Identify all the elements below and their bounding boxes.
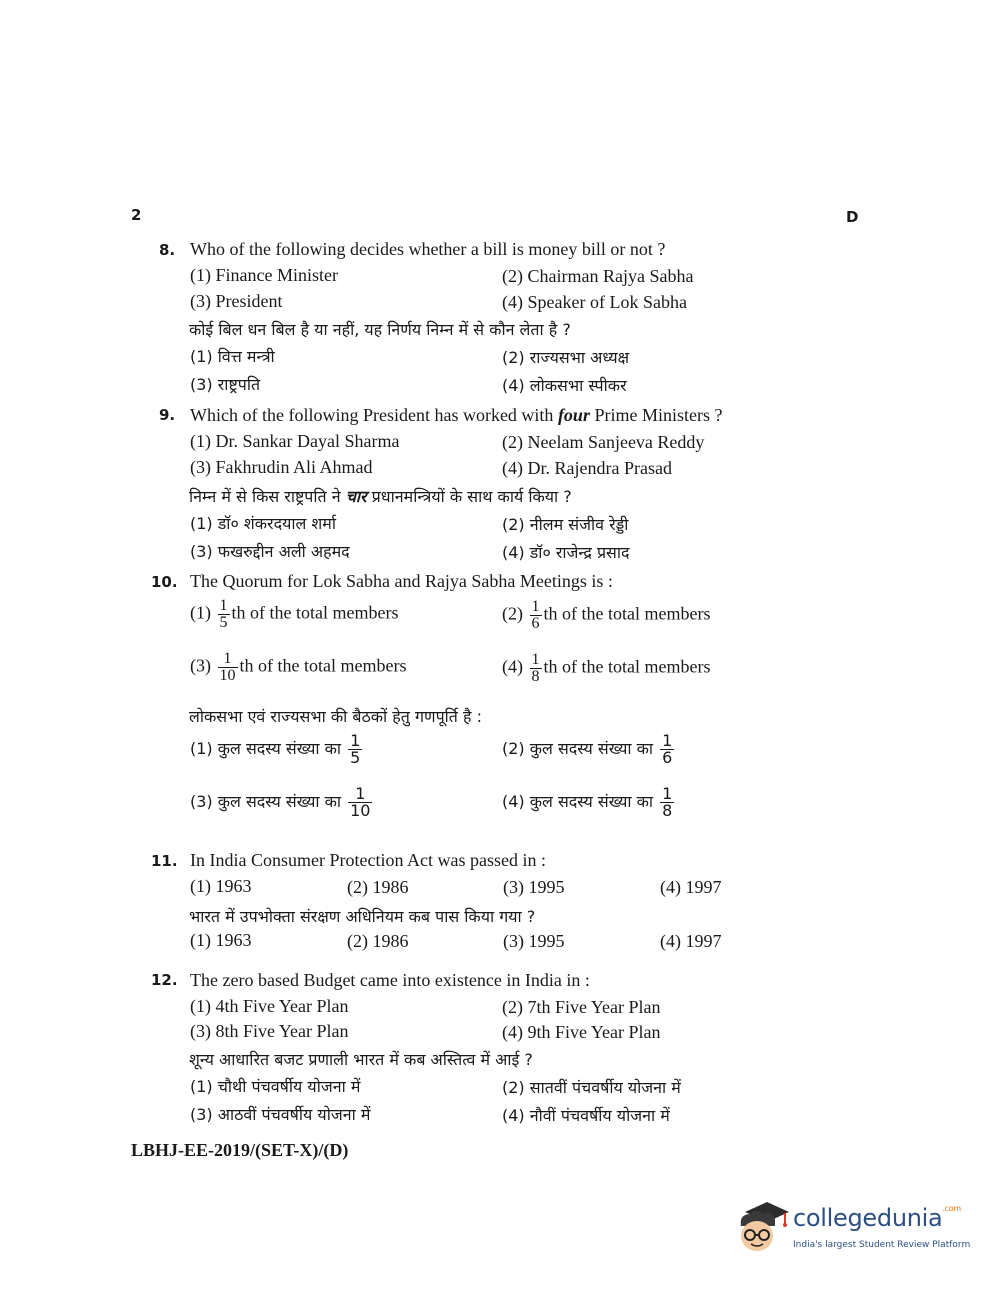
option-hi-1: (1) 1963 bbox=[190, 930, 252, 950]
option-en-2: (2) $\frac{1}{6}$ th of the total members bbox=[502, 598, 711, 632]
option-hi-2: (2) कुल सदस्य संख्या का $\frac{1}{6}$ bbox=[502, 731, 673, 767]
option-hi-1: (1) कुल सदस्य संख्या का $\frac{1}{5}$ bbox=[190, 731, 361, 767]
question-number: 11. bbox=[151, 852, 178, 870]
question-text-en: Who of the following decides whether a bill is money bill or not ? bbox=[190, 239, 666, 259]
option-hi-4: (4) नौवीं पंचवर्षीय योजना में bbox=[502, 1106, 670, 1125]
option-en-4: (4) $\frac{1}{8}$ th of the total members bbox=[502, 651, 711, 685]
option-en-2: (2) 7th Five Year Plan bbox=[502, 997, 661, 1017]
option-en-3: (3) President bbox=[190, 291, 283, 311]
option-en-2: (2) Chairman Rajya Sabha bbox=[502, 266, 694, 286]
question-number: 12. bbox=[151, 971, 178, 989]
option-hi-3: (3) आठवीं पंचवर्षीय योजना में bbox=[190, 1105, 371, 1124]
question-text-en: In India Consumer Protection Act was passed in : bbox=[190, 850, 546, 870]
fraction: $\frac{1}{5}$ bbox=[219, 597, 228, 631]
logo-wordmark: collegedunia$^{.com}$ bbox=[793, 1204, 961, 1232]
collegedunia-logo bbox=[735, 1196, 971, 1258]
set-letter: D bbox=[846, 208, 859, 226]
option-hi-1: (1) चौथी पंचवर्षीय योजना में bbox=[190, 1077, 361, 1096]
question-text-en: The zero based Budget came into existence in India in : bbox=[190, 970, 590, 990]
option-hi-3: (3) राष्ट्रपति bbox=[190, 375, 261, 394]
option-en-3: (3) Fakhrudin Ali Ahmad bbox=[190, 457, 373, 477]
option-en-4: (4) Speaker of Lok Sabha bbox=[502, 292, 687, 312]
option-hi-3: (3) फखरुद्दीन अली अहमद bbox=[190, 542, 350, 561]
fraction: $\frac{1}{10}$ bbox=[219, 650, 236, 684]
mascot-icon bbox=[735, 1196, 793, 1258]
option-hi-4: (4) लोकसभा स्पीकर bbox=[502, 376, 627, 395]
fraction: $\frac{1}{8}$ bbox=[531, 651, 540, 685]
option-en-3: (3) 1995 bbox=[503, 877, 565, 897]
option-en-4: (4) 9th Five Year Plan bbox=[502, 1022, 661, 1042]
logo-tagline: India's largest Student Review Platform bbox=[793, 1240, 971, 1250]
option-hi-2: (2) 1986 bbox=[347, 931, 409, 951]
option-hi-2: (2) नीलम संजीव रेड्डी bbox=[502, 515, 629, 534]
fraction: $\frac{1}{8}$ bbox=[662, 784, 673, 820]
option-hi-1: (1) वित्त मन्त्री bbox=[190, 347, 275, 366]
footer-exam-code: LBHJ-EE-2019/(SET-X)/(D) bbox=[131, 1140, 349, 1160]
fraction: $\frac{1}{10}$ bbox=[350, 784, 371, 820]
option-en-4: (4) Dr. Rajendra Prasad bbox=[502, 458, 672, 478]
option-en-1: (1) Finance Minister bbox=[190, 265, 338, 285]
emphasis-char: चार bbox=[345, 487, 367, 506]
option-en-3: (3) 8th Five Year Plan bbox=[190, 1021, 349, 1041]
question-number: 9. bbox=[159, 406, 176, 424]
option-hi-2: (2) राज्यसभा अध्यक्ष bbox=[502, 348, 630, 367]
option-en-1: (1) $\frac{1}{5}$ th of the total members bbox=[190, 597, 399, 631]
option-en-1: (1) Dr. Sankar Dayal Sharma bbox=[190, 431, 400, 451]
question-text-en: Which of the following President has worked with four Prime Ministers ? bbox=[190, 405, 723, 425]
question-text-hi: लोकसभा एवं राज्यसभा की बैठकों हेतु गणपूर्ति है : bbox=[189, 707, 482, 726]
question-text-hi: भारत में उपभोक्ता संरक्षण अधिनियम कब पास किया गया ? bbox=[189, 907, 536, 926]
option-hi-3: (3) 1995 bbox=[503, 931, 565, 951]
question-text-hi: निम्न में से किस राष्ट्रपति ने चार प्रधानमन्त्रियों के साथ कार्य किया ? bbox=[189, 487, 572, 506]
question-text-en: The Quorum for Lok Sabha and Rajya Sabha Meetings is : bbox=[190, 571, 613, 591]
option-hi-2: (2) सातवीं पंचवर्षीय योजना में bbox=[502, 1078, 681, 1097]
fraction: $\frac{1}{5}$ bbox=[350, 731, 361, 767]
question-number: 10. bbox=[151, 573, 178, 591]
question-text-hi: कोई बिल धन बिल है या नहीं, यह निर्णय निम्न में से कौन लेता है ? bbox=[189, 320, 571, 339]
option-en-1: (1) 1963 bbox=[190, 876, 252, 896]
option-en-1: (1) 4th Five Year Plan bbox=[190, 996, 349, 1016]
question-number: 8. bbox=[159, 241, 176, 259]
option-hi-4: (4) कुल सदस्य संख्या का $\frac{1}{8}$ bbox=[502, 784, 673, 820]
fraction: $\frac{1}{6}$ bbox=[531, 598, 540, 632]
option-en-2: (2) Neelam Sanjeeva Reddy bbox=[502, 432, 705, 452]
emphasis-four: four bbox=[557, 405, 590, 425]
option-hi-4: (4) डॉ० राजेन्द्र प्रसाद bbox=[502, 543, 630, 562]
fraction: $\frac{1}{6}$ bbox=[662, 731, 673, 767]
option-en-2: (2) 1986 bbox=[347, 877, 409, 897]
option-en-4: (4) 1997 bbox=[660, 877, 722, 897]
page-number: 2 bbox=[131, 206, 142, 224]
question-text-hi: शून्य आधारित बजट प्रणाली भारत में कब अस्तित्व में आई ? bbox=[189, 1050, 533, 1069]
option-hi-1: (1) डॉ० शंकरदयाल शर्मा bbox=[190, 514, 337, 533]
option-hi-3: (3) कुल सदस्य संख्या का $\frac{1}{10}$ bbox=[190, 784, 371, 820]
option-hi-4: (4) 1997 bbox=[660, 931, 722, 951]
option-en-3: (3) $\frac{1}{10}$ th of the total members bbox=[190, 650, 407, 684]
